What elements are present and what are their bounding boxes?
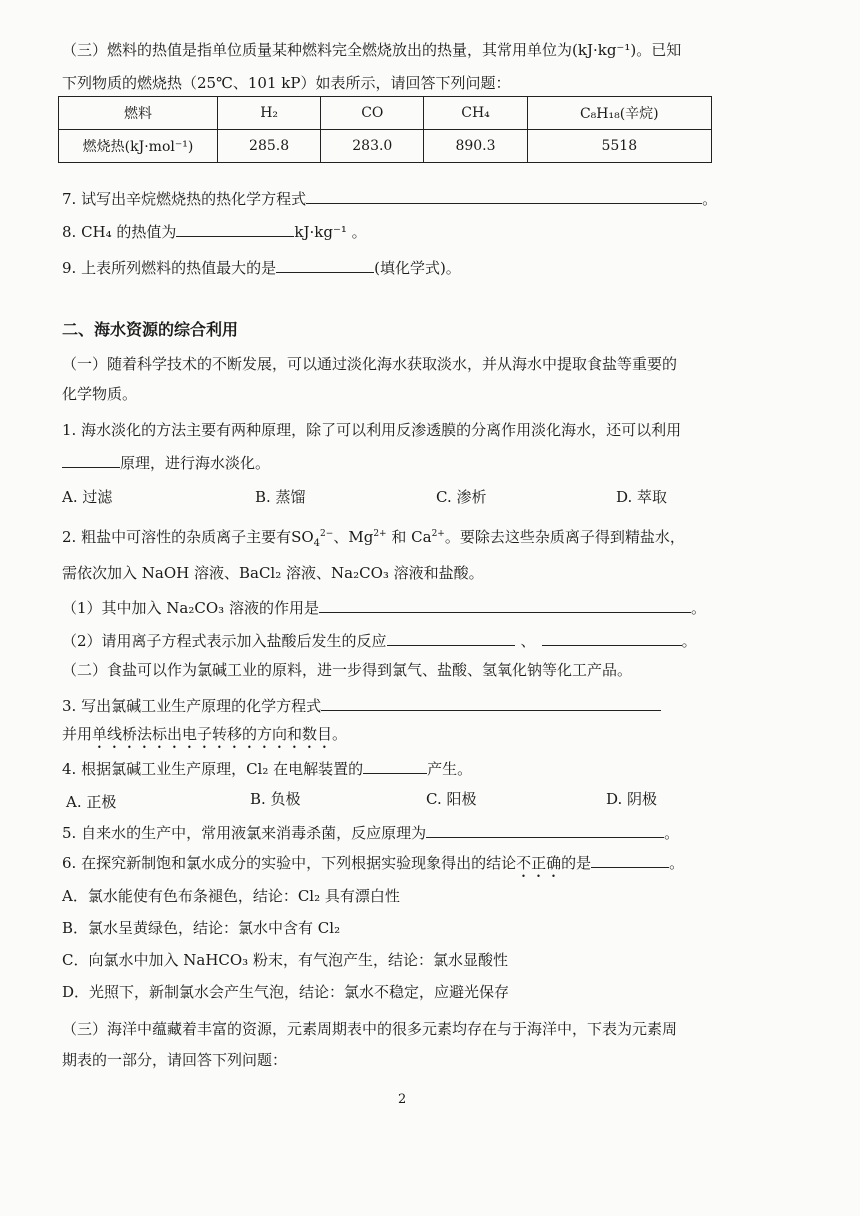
fuel-table: [58, 96, 712, 163]
option-6a[interactable]: A．氯水能使有色布条褪色，结论：Cl₂ 具有漂白性: [62, 887, 400, 905]
answer-blank-6[interactable]: [591, 852, 669, 868]
option-4b[interactable]: B. 负极: [250, 790, 301, 808]
table-header-cell: H₂: [218, 97, 321, 130]
option-1c[interactable]: C. 渗析: [436, 488, 487, 506]
ion-calcium: $Ca^{2+}$: [411, 528, 445, 546]
table-header-cell: CH₄: [424, 97, 527, 130]
table-cell: 5518: [527, 130, 711, 163]
option-6d[interactable]: D．光照下，新制氯水会产生气泡，结论：氯水不稳定，应避光保存: [62, 983, 510, 1001]
question-2-sub1: （1）其中加入 Na₂CO₃ 溶液的作用是 。: [62, 599, 706, 617]
option-4a[interactable]: A. 正极: [66, 793, 117, 811]
option-1d[interactable]: D. 萃取: [616, 488, 668, 506]
question-6: 6. 在探究新制饱和氯水成分的实验中，下列根据实验现象得出的结论不正确的是 。: [62, 854, 685, 872]
option-1a[interactable]: A. 过滤: [62, 488, 113, 506]
answer-blank-9[interactable]: [276, 257, 374, 273]
part-2-2-intro: （二）食盐可以作为氯碱工业的原料，进一步得到氯气、盐酸、氢氧化钠等化工产品。: [62, 661, 633, 679]
table-row: [59, 97, 712, 130]
answer-blank-8[interactable]: [176, 221, 294, 237]
emphasis-text: 不正确: [516, 854, 562, 872]
question-1-line1: 1. 海水淡化的方法主要有两种原理，除了可以利用反渗透膜的分离作用淡化海水，还可以利用: [62, 421, 682, 439]
question-3-line2: 并用单线桥法标出电子转移的方向和数目。: [62, 725, 348, 743]
table-header-cell: CO: [321, 97, 424, 130]
table-row-label: 燃烧热(kJ·mol⁻¹): [59, 130, 218, 163]
question-9-text: 9. 上表所列燃料的热值最大的是: [62, 259, 277, 277]
emphasis-text: 单线桥法标出电子转移的方向和数目: [92, 725, 333, 743]
question-7-text: 7. 试写出辛烷燃烧热的热化学方程式: [62, 190, 307, 208]
question-3-line1: 3. 写出氯碱工业生产原理的化学方程式: [62, 695, 661, 716]
question-1-line2: 原理，进行海水淡化。: [62, 452, 270, 473]
page-number: 2: [398, 1092, 407, 1107]
question-8: 8. CH₄ 的热值为 kJ·kg⁻¹ 。: [62, 223, 367, 241]
answer-blank-3[interactable]: [321, 695, 661, 711]
question-9: 9. 上表所列燃料的热值最大的是 (填化学式)。: [62, 259, 461, 277]
section-2-intro-line2: 化学物质。: [62, 385, 138, 403]
ion-sulfate: $SO_4^{2-}$: [291, 528, 334, 549]
option-6c[interactable]: C．向氯水中加入 NaHCO₃ 粉末，有气泡产生，结论：氯水显酸性: [62, 951, 508, 969]
table-header-cell: 燃料: [59, 97, 218, 130]
question-2-line2: 需依次加入 NaOH 溶液、BaCl₂ 溶液、Na₂CO₃ 溶液和盐酸。: [62, 564, 484, 582]
part-2-3-line1: （三）海洋中蕴藏着丰富的资源，元素周期表中的很多元素均存在与于海洋中，下表为元素周: [62, 1020, 678, 1038]
question-4: 4. 根据氯碱工业生产原理，Cl₂ 在电解装置的 产生。: [62, 760, 473, 778]
answer-blank-1[interactable]: [62, 452, 120, 468]
part3-intro-line2: 下列物质的燃烧热（25℃、101 kP）如表所示，请回答下列问题：: [62, 74, 511, 92]
option-4d[interactable]: D. 阴极: [606, 790, 658, 808]
ion-magnesium: $Mg^{2+}$: [348, 528, 387, 546]
table-cell: 285.8: [218, 130, 321, 163]
question-2-sub2: （2）请用离子方程式表示加入盐酸后发生的反应 、 。: [62, 632, 697, 650]
answer-blank-2-2b[interactable]: [542, 630, 682, 646]
answer-blank-5[interactable]: [426, 822, 664, 838]
section-2-title: 二、海水资源的综合利用: [62, 320, 239, 339]
option-1b[interactable]: B. 蒸馏: [255, 488, 306, 506]
table-row: [59, 130, 712, 163]
question-5: 5. 自来水的生产中，常用液氯来消毒杀菌，反应原理为 。: [62, 824, 680, 842]
answer-blank-2-2a[interactable]: [387, 630, 515, 646]
question-7: 7. 试写出辛烷燃烧热的热化学方程式 。: [62, 190, 718, 208]
answer-blank-2-1[interactable]: [319, 597, 691, 613]
table-cell: 283.0: [321, 130, 424, 163]
question-8-text: 8. CH₄ 的热值为: [62, 223, 177, 241]
part-2-3-line2: 期表的一部分，请回答下列问题：: [62, 1051, 288, 1069]
answer-blank-4[interactable]: [363, 758, 427, 774]
question-2-line1: 2. 粗盐中可溶性的杂质离子主要有$SO_4^{2-}$、$Mg^{2+}$ 和 $Ca^{2+}$。要除去这些杂质离子得到精盐水，: [62, 528, 685, 549]
part3-intro-line1: （三）燃料的热值是指单位质量某种燃料完全燃烧放出的热量，其常用单位为(kJ·kg⁻¹)。已知: [62, 41, 682, 59]
option-4c[interactable]: C. 阳极: [426, 790, 477, 808]
answer-blank-7[interactable]: [306, 188, 702, 204]
option-6b[interactable]: B．氯水呈黄绿色，结论：氯水中含有 Cl₂: [62, 919, 341, 937]
table-cell: 890.3: [424, 130, 527, 163]
table-header-cell: C₈H₁₈(辛烷): [527, 97, 711, 130]
section-2-intro-line1: （一）随着科学技术的不断发展，可以通过淡化海水获取淡水，并从海水中提取食盐等重要的: [62, 355, 678, 373]
